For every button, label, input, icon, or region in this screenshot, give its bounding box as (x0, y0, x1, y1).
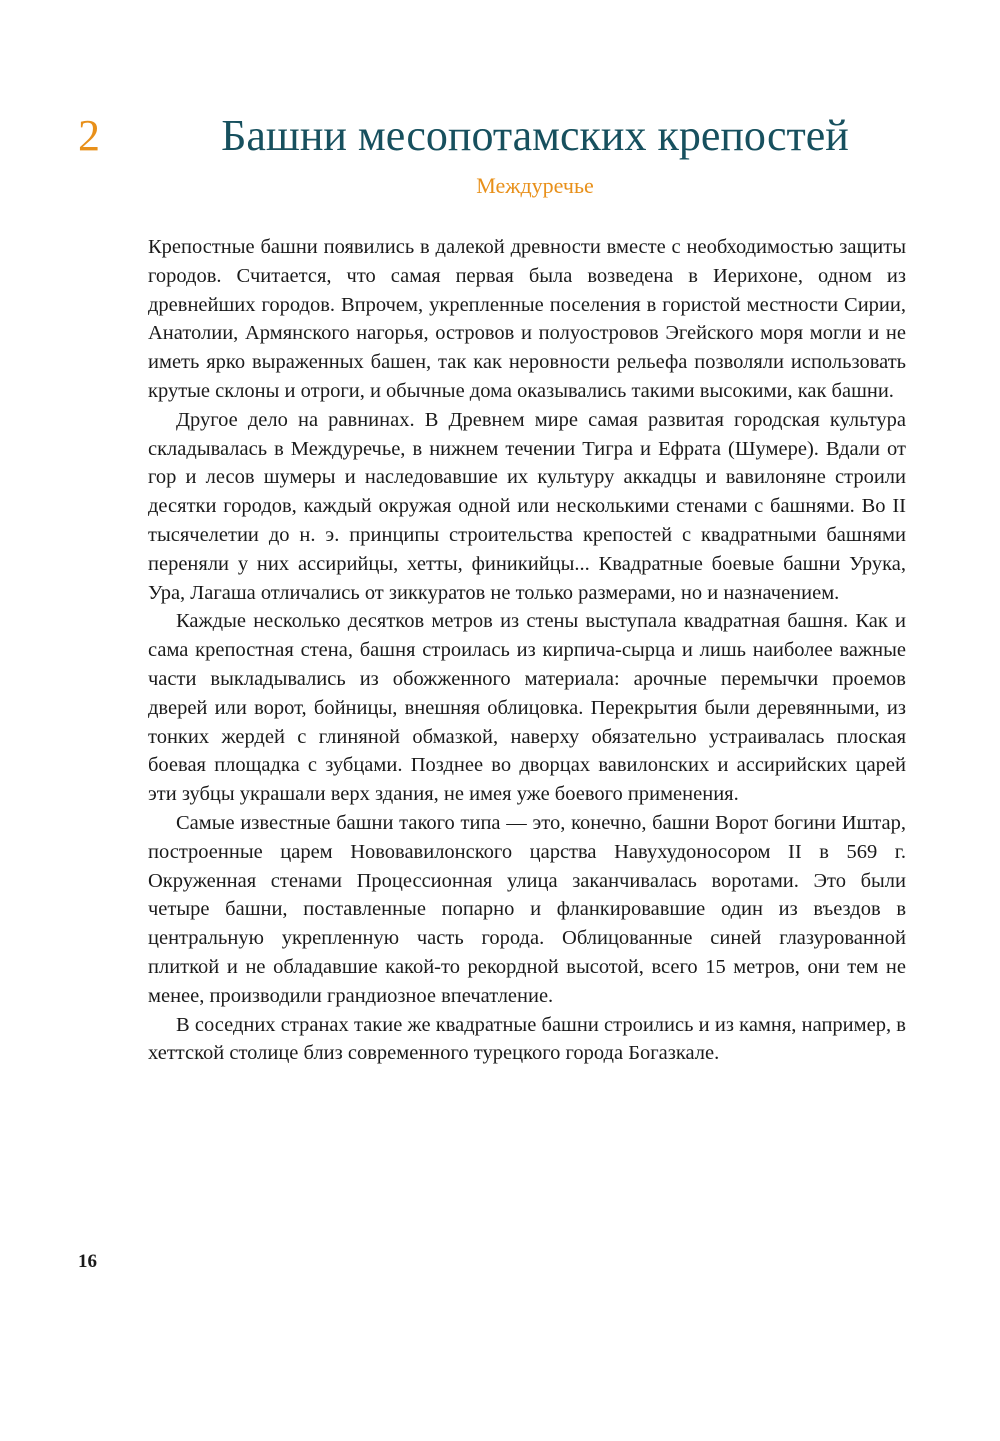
paragraph: Другое дело на равнинах. В Древнем мире самая развитая городская культура складывалась в Междуречье, в нижнем течении Тигра и Ефрата (Шумере). Вдали от гор и лесов шумеры и наследовавшие их культуру аккадцы и вавилоняне строили десятки городов, каждый окружая одной или несколькими стенами с башнями. Во II тысячелетии до н. э. принципы строительства крепостей с квадратными башнями переняли у них ассирийцы, хетты, финикийцы... Квадратные боевые башни Урука, Ура, Лагаша отличались от зиккуратов не только размерами, но и назначением. (148, 408, 906, 604)
page-number: 16 (78, 1251, 97, 1272)
paragraph: Самые известные башни такого типа — это, конечно, башни Ворот богини Иштар, построенные царем Нововавилонского царства Навухудоносором II в 569 г. Окруженная стенами Процессионная улица заканчивалась воротами. Это были четыре башни, поставленные попарно и фланкировавшие один из въездов в центральную укрепленную часть города. Облицованные синей глазурованной плиткой и не обладавшие какой-то рекордной высотой, всего 15 метров, они тем не менее, производили грандиозное впечатление. (148, 811, 906, 1007)
chapter-subtitle: Междуречье (476, 173, 594, 198)
chapter-title: Башни месопотамских крепостей (221, 111, 849, 160)
paragraph: Крепостные башни появились в далекой древности вместе с необходимостью защиты городов. Считается, что самая первая была возведена в Иерихоне, одном из древнейших городов. Впрочем, укрепленные поселения в гористой местности Сирии, Анатолии, Армянского нагорья, островов и полуостровов Эгейского моря могли и не иметь ярко выраженных башен, так как неровности рельефа позволяли использовать крутые склоны и отроги, и обычные дома оказывались такими высокими, как башни. (148, 236, 906, 402)
chapter-number: 2 (78, 111, 100, 160)
paragraph: Каждые несколько десятков метров из стены выступала квадратная башня. Как и сама крепостная стена, башня строилась из кирпича-сырца и лишь наиболее важные части выкладывались из обожженного материала: арочные перемычки проемов дверей или ворот, бойницы, внешняя облицовка. Перекрытия были деревянными, из тонких жердей с глиняной обмазкой, наверху обязательно устраивалась плоская боевая площадка с зубцами. Позднее во дворцах вавилонских и ассирийских царей эти зубцы украшали верх здания, не имея уже боевого применения. (148, 610, 906, 806)
body-text (148, 233, 906, 1068)
paragraph: В соседних странах такие же квадратные башни строились и из камня, например, в хеттской столице близ современного турецкого города Богазкале. (148, 1013, 906, 1065)
